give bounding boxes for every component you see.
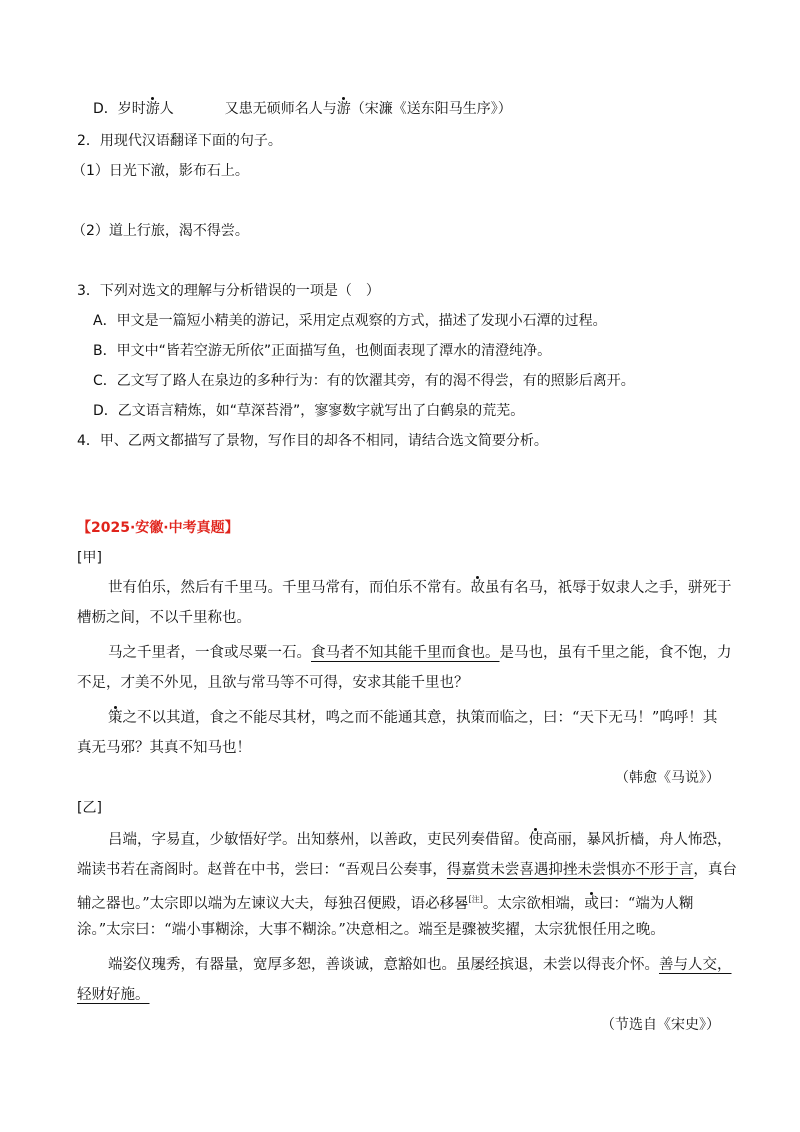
passage-jia-line-1: 世有伯乐，然后有千里马。千里马常有，而伯乐不常有。故虽有名马，祇辱于奴隶人之手，骈死于 (108, 580, 732, 596)
passage-jia-line-4: 不足，才美不外见，且欲与常马等不可得，安求其能千里也？ (77, 675, 469, 691)
underlined-sentence-yi-2a: 善与人交， (659, 957, 732, 973)
question-2-stem: 2．用现代汉语翻译下面的句子。 (77, 133, 282, 149)
option-3a: A．甲文是一篇短小精美的游记，采用定点观察的方式，描述了发现小石潭的过程。 (93, 313, 607, 329)
option-1d: D．岁时游人 又患无硕师名人与游（宋濂《送东阳马生序》） (93, 101, 512, 117)
question-3-stem: 3．下列对选文的理解与分析错误的一项是（ ） (77, 283, 380, 299)
passage-yi-label: [乙] (77, 800, 102, 816)
passage-jia-label: [甲] (77, 550, 102, 566)
option-3c: C．乙文写了路人在泉边的多种行为：有的饮濯其旁，有的渴不得尝，有的照影后离开。 (93, 373, 635, 389)
question-4-stem: 4．甲、乙两文都描写了景物，写作目的却各不相同，请结合选文简要分析。 (77, 433, 548, 449)
passage-yi-line-6 (77, 985, 150, 1005)
note-marker: [注] (468, 895, 483, 904)
passage-yi-line-1: 吕端，字易直，少敏悟好学。出知蔡州，以善政，吏民列奏借留。使高丽，暴风折樯，舟人怖恐， (108, 832, 732, 848)
question-2-sentence-2: （2）道上行旅，渴不得尝。 (72, 223, 249, 239)
passage-jia-line-5: 策之不以其道，食之不能尽其材，鸣之而不能通其意，执策而临之，曰：“天下无马！”呜呼！其 (108, 710, 718, 726)
passage-yi-source: （节选自《宋史》） (601, 1017, 720, 1033)
question-2-sentence-1: （1）日光下澈，影布石上。 (72, 163, 249, 179)
underlined-sentence-yi-1: 得嘉赏未尝喜遇抑挫未尝惧亦不形于言 (446, 862, 694, 878)
passage-yi-line-3: 辅之器也。”太宗即以端为左谏议大夫，每独召便殿，语必移晷[注]。太宗欲相端，或曰：“端为人糊 (77, 895, 694, 912)
underlined-sentence-jia: 食马者不知其能千里而食也。 (311, 645, 500, 661)
passage-yi-line-4: 涂。”太宗曰：“端小事糊涂，大事不糊涂。”决意相之。端至是骤被奖擢，太宗犹恨任用之晚。 (77, 922, 665, 938)
section-title: 【2025·安徽·中考真题】 (77, 520, 239, 536)
option-3d: D．乙文语言精炼，如“草深苔滑”，寥寥数字就写出了白鹤泉的荒芜。 (93, 403, 525, 419)
passage-jia-line-6: 真无马邪？其真不知马也！ (77, 740, 251, 756)
passage-jia-source: （韩愈《马说》） (615, 770, 720, 786)
passage-yi-line-5: 端姿仪瑰秀，有器量，宽厚多恕，善谈诚，意豁如也。虽屡经摈退，未尝以得丧介怀。善与人交， (108, 957, 732, 973)
underlined-sentence-yi-2b: 轻财好施。 (77, 987, 150, 1003)
passage-jia-line-3: 马之千里者，一食或尽粟一石。食马者不知其能千里而食也。是马也，虽有千里之能，食不饱，力 (108, 645, 732, 661)
passage-jia-line-2: 槽枥之间，不以千里称也。 (77, 610, 251, 626)
passage-yi-line-2: 端读书若在斋阁时。赵普在中书，尝曰：“吾观吕公奏事，得嘉赏未尝喜遇抑挫未尝惧亦不形于言，真台 (77, 862, 737, 878)
option-3b: B．甲文中“皆若空游无所依”正面描写鱼，也侧面表现了潭水的清澄纯净。 (93, 343, 552, 359)
